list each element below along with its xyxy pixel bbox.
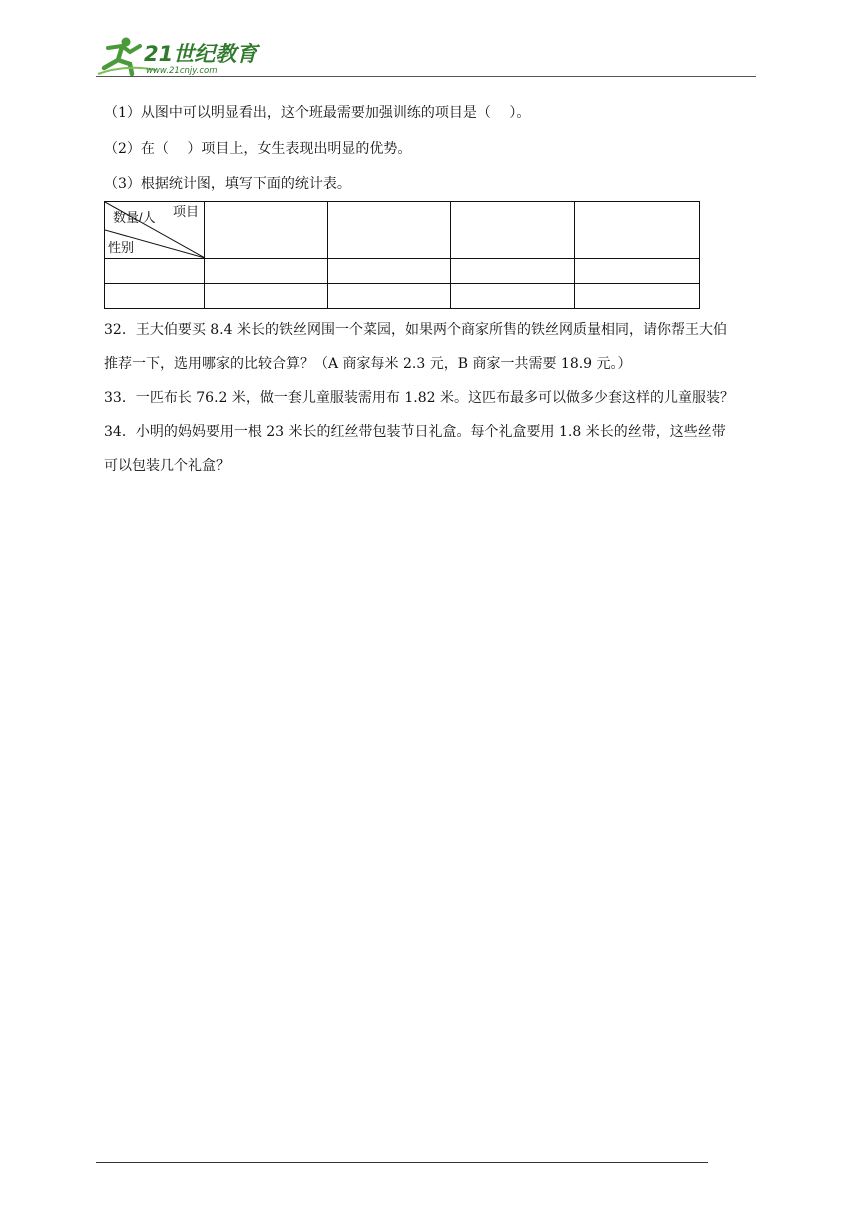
diagonal-header-cell (105, 202, 205, 259)
table-cell[interactable] (205, 202, 328, 259)
table-cell[interactable] (105, 284, 205, 309)
table-cell[interactable] (328, 259, 451, 284)
question-34-line-2: 可以包装几个礼盒？ (104, 458, 230, 474)
question-31-part-2: （2）在（ ）项目上，女生表现出明显的优势。 (104, 141, 412, 157)
question-33: 33．一匹布长 76.2 米，做一套儿童服装需用布 1.82 米。这匹布最多可以做多少套这样的儿童服装？ (104, 390, 734, 406)
table-row (105, 259, 700, 284)
site-logo (96, 34, 266, 76)
page-header (96, 34, 756, 80)
table-cell[interactable] (575, 202, 700, 259)
table-cell[interactable] (451, 284, 575, 309)
table-cell[interactable] (328, 284, 451, 309)
table-cell[interactable] (328, 202, 451, 259)
table-header-row (105, 202, 700, 259)
question-34-line-1: 34．小明的妈妈要用一根 23 米长的红丝带包装节日礼盒。每个礼盒要用 1.8 米长的丝带，这些丝带 (104, 424, 726, 440)
table-cell[interactable] (451, 259, 575, 284)
header-label-gender: 性别 (108, 240, 135, 255)
svg-text:21世纪教育: 21世纪教育 (144, 42, 258, 66)
statistics-table (104, 201, 700, 309)
runner-logo-icon (96, 34, 266, 76)
table-row (105, 284, 700, 309)
question-31-part-1: （1）从图中可以明显看出，这个班最需要加强训练的项目是（ ）。 (104, 105, 531, 121)
svg-text:www.21cnjy.com: www.21cnjy.com (146, 66, 218, 76)
table-cell[interactable] (451, 202, 575, 259)
table-cell[interactable] (575, 259, 700, 284)
table-cell[interactable] (105, 259, 205, 284)
footer-divider (96, 1162, 708, 1163)
table-cell[interactable] (575, 284, 700, 309)
question-31-part-3: （3）根据统计图，填写下面的统计表。 (104, 176, 351, 192)
question-32-line-2: 推荐一下，选用哪家的比较合算？（A 商家每米 2.3 元，B 商家一共需要 18.9 元。） (104, 356, 632, 372)
table-cell[interactable] (205, 284, 328, 309)
question-32-line-1: 32．王大伯要买 8.4 米长的铁丝网围一个菜园，如果两个商家所售的铁丝网质量相同，请你帮王大伯 (104, 322, 727, 338)
header-label-quantity: 数量/人 (113, 210, 156, 225)
header-divider (96, 76, 756, 77)
header-label-item: 项目 (173, 204, 200, 219)
table-cell[interactable] (205, 259, 328, 284)
